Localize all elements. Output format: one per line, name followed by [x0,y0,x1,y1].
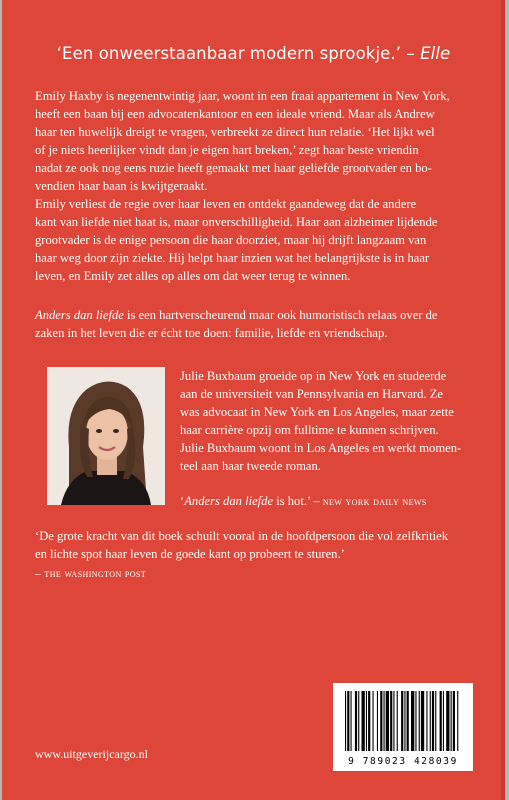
barcode-bar [411,691,414,751]
barcode-bar [377,691,378,751]
barcode-bar [358,691,359,751]
barcode-bar [386,691,389,751]
synopsis-paragraph-3 [35,306,472,342]
isbn-barcode [333,683,473,771]
text-line: zaken in het leven die er écht toe doen: familie, liefde en vriendschap. [35,326,388,340]
text-line [35,306,472,324]
barcode-bar [368,691,370,751]
barcode-bar [435,691,436,751]
author-portrait-illustration [47,367,165,505]
text-line: Julie Buxbaum woont in Los Angeles en werkt momen- [180,441,462,455]
barcode-bar [351,691,352,751]
barcode-bar [362,691,365,751]
barcode-bar [345,691,346,751]
barcode-bar [366,691,367,751]
text-line: haar ten huwelijk dreigt te vragen, verbreekt ze direct hun relatie. ‘Het lijkt wel [35,125,435,139]
barcode-bar [457,691,458,751]
text-line: heeft een baan bij een advocatenkantoor en een ideale vriend. Maar als Andrew [35,107,435,121]
barcode-bar [397,691,398,751]
barcode-bar [415,691,416,751]
text-line: Emily Haxby is negenentwintig jaar, woont in een fraai appartement in New York, [35,89,450,103]
press-quote [180,494,427,509]
text-line: en lichte spot haar leven de goede kant op probeert te sturen.’ [35,547,345,561]
barcode-bar [384,691,385,751]
text-line: nadat ze ook nog eens ruzie heeft gemaakt met haar geliefde grootvader en bo- [35,161,432,175]
publisher-website: www.uitgeverijcargo.nl [35,747,148,761]
review-source [35,568,146,580]
barcode-bar [380,691,382,751]
tagline-source: Elle [420,44,451,63]
review-quote [35,527,472,563]
barcode-bar [446,691,449,751]
barcode-bar [390,691,392,751]
barcode-bar [373,691,374,751]
synopsis-paragraph-1 [35,87,472,195]
book-back-cover [2,0,505,800]
barcode-bar [443,691,444,751]
text-line: haar weg door zijn ziekte. Hij helpt haar inzien wat het belangrijkste is in haar [35,251,430,265]
barcode-bar [432,691,434,751]
book-title: Anders dan liefde [35,308,124,322]
cover-tagline [2,44,505,63]
author-photo [47,367,165,505]
text-line: kant van liefde niet haat is, maar onverschilligheid. Haar aan alzheimer lijdende [35,215,438,229]
barcode-bar [426,691,427,751]
synopsis-paragraph-2 [35,195,472,285]
barcode-bar [440,691,442,751]
text-fragment: is een hartverscheurend maar ook humoristisch relaas over de [123,308,438,322]
barcode-bar [401,691,403,751]
isbn-number: 9 789023 428039 [348,756,458,767]
text-line: ‘De grote kracht van dit boek schuilt vooral in de hoofdpersoon die vol zelfkritiek [35,529,449,543]
barcode-bar [407,691,409,751]
barcode-bars [345,691,461,751]
author-bio [180,367,472,475]
barcode-bar [404,691,405,751]
text-line: teel aan haar tweede roman. [180,459,321,473]
text-line: vendien haar baan is kwijtgeraakt. [35,179,208,193]
barcode-bar [430,691,431,751]
barcode-bar [393,691,394,751]
text-line: was advocaat in New York en Los Angeles, maar zette [180,405,454,419]
barcode-bar [421,691,424,751]
text-line: Emily verliest de regie over haar leven en ontdekt gaandeweg dat de andere [35,197,417,211]
barcode-bar [355,691,357,751]
text-line: Julie Buxbaum groeide op in New York en studeerde [180,369,447,383]
text-line: grootvader is de enige persoon die haar doorziet, maar hij drijft langzaam van [35,233,427,247]
barcode-bar [347,691,349,751]
press-source: new york daily news [322,496,427,508]
text-line: of je niets heerlijker vindt dan je eigen hart breken,’ zegt haar beste vriendin [35,143,419,157]
text-line: haar carrière opzij om fulltime te kunnen schrijven. [180,423,439,437]
text-fragment: is hot.’ – [273,494,323,508]
review-source-text: – the washington post [35,568,147,580]
quote-mark: ‘ [180,494,185,508]
barcode-bar [453,691,455,751]
barcode-bar [451,691,452,751]
barcode-bar [419,691,420,751]
book-title: Anders dan liefde [184,494,274,508]
text-line: leven, en Emily zet alles op alles om dat weer terug te winnen. [35,269,351,283]
tagline-quote: ‘Een onweerstaanbaar modern sprookje.’ – [56,44,415,63]
text-line: aan de universiteit van Pennsylvania en Harvard. Ze [180,387,443,401]
